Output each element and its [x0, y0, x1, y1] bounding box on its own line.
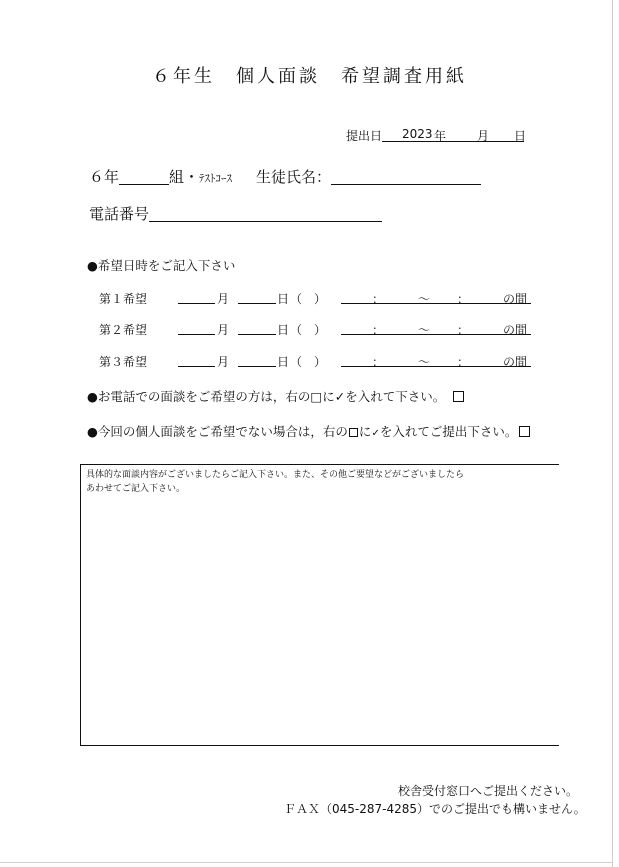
time-suffix: の間 — [503, 323, 528, 337]
schedule-row-label: 第２希望 — [99, 323, 148, 337]
submission-year-unit: 年 — [434, 129, 447, 143]
schedule-row-1 — [99, 290, 539, 306]
weekday-field[interactable]: （ ） — [290, 355, 327, 369]
course-name: ﾃｽﾄｺｰｽ — [199, 172, 233, 185]
day-unit: 日 — [277, 323, 290, 337]
weekday-field[interactable]: （ ） — [290, 323, 327, 337]
schedule-row-label: 第１希望 — [99, 292, 148, 306]
phone-option-text: ●お電話での面談をご希望の方は，右の□に✓を入れて下さい。 — [87, 389, 446, 404]
day-field[interactable] — [238, 290, 276, 304]
submission-year: 2023 — [402, 127, 433, 141]
time-colon: ： — [372, 292, 385, 306]
day-field[interactable] — [238, 353, 276, 367]
time-colon: ： — [457, 355, 470, 369]
decline-option-text-a: ●今回の個人面談をご希望でない場合は，右の — [87, 424, 348, 439]
time-tilde: ～ — [418, 292, 431, 306]
checkbox-symbol-icon — [349, 428, 358, 437]
submission-day-unit: 日 — [514, 129, 527, 143]
student-name-label: 生徒氏名： — [256, 168, 332, 186]
grade-label: ６年 — [89, 168, 120, 186]
month-unit: 月 — [217, 323, 230, 337]
month-field[interactable] — [178, 290, 215, 304]
notes-box[interactable] — [80, 464, 559, 746]
form-title: ６年生 個人面談 希望調査用紙 — [152, 66, 467, 87]
class-unit: 組・ — [169, 168, 200, 186]
time-colon: ： — [457, 292, 470, 306]
month-field[interactable] — [178, 321, 215, 335]
check-mark-icon: ✓ — [371, 428, 380, 439]
weekday-field[interactable]: （ ） — [290, 292, 327, 306]
schedule-row-2 — [99, 321, 539, 337]
month-unit: 月 — [217, 355, 230, 369]
phone-line — [89, 203, 382, 224]
footer-line-2: ＦＡＸ（045-287-4285）でのご提出でも構いません。 — [284, 802, 586, 816]
student-name-field[interactable] — [331, 169, 481, 185]
decline-option-checkbox[interactable] — [519, 426, 530, 437]
schedule-heading: ●希望日時をご記入下さい — [87, 258, 236, 273]
class-field[interactable] — [119, 169, 169, 185]
submission-label: 提出日 — [346, 129, 383, 143]
phone-field[interactable] — [149, 206, 382, 222]
footer-line-1: 校舎受付窓口へご提出ください。 — [398, 784, 579, 798]
decline-option-text-c: を入れてご提出下さい。 — [379, 424, 518, 439]
submission-date-field[interactable] — [382, 127, 527, 143]
student-line — [89, 166, 481, 187]
phone-option-checkbox[interactable] — [453, 391, 464, 402]
day-unit: 日 — [277, 355, 290, 369]
schedule-row-3 — [99, 353, 539, 369]
schedule-row-label: 第３希望 — [99, 355, 148, 369]
time-colon: ： — [372, 323, 385, 337]
decline-option-text-b: に — [358, 424, 372, 439]
submission-month-unit: 月 — [477, 129, 490, 143]
time-tilde: ～ — [418, 323, 431, 337]
page-edge-bottom — [0, 862, 612, 863]
month-field[interactable] — [178, 353, 215, 367]
time-colon: ： — [457, 323, 470, 337]
page-edge-right — [612, 0, 613, 867]
day-field[interactable] — [238, 321, 276, 335]
submission-date — [346, 127, 527, 144]
decline-option — [87, 422, 530, 440]
month-unit: 月 — [217, 292, 230, 306]
time-colon: ： — [372, 355, 385, 369]
phone-label: 電話番号 — [89, 205, 150, 223]
time-tilde: ～ — [418, 355, 431, 369]
phone-option — [87, 387, 464, 405]
notes-instruction: 具体的な面談内容がございましたらご記入下さい。また、その他ご要望などがございましたら あわせてご記入下さい。 — [86, 470, 465, 494]
time-suffix: の間 — [503, 292, 528, 306]
day-unit: 日 — [277, 292, 290, 306]
time-suffix: の間 — [503, 355, 528, 369]
